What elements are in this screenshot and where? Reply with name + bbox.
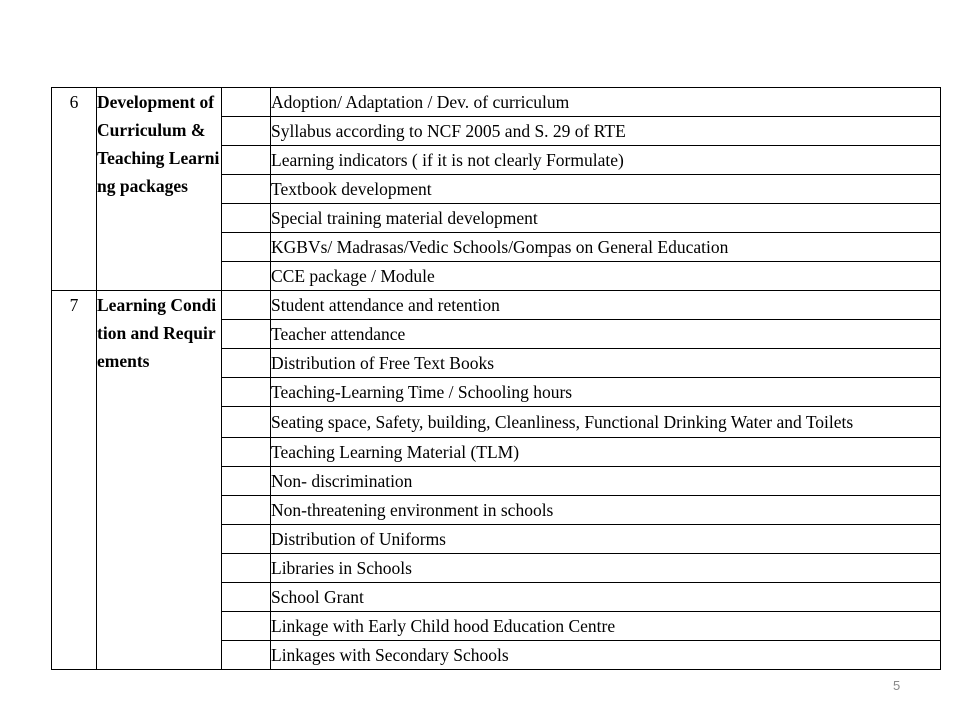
planning-table [51,87,941,670]
item-cell: CCE package / Module [271,262,941,291]
blank-cell [222,525,271,554]
item-cell: Linkage with Early Child hood Education Centre [271,612,941,641]
blank-cell [222,467,271,496]
item-cell: Adoption/ Adaptation / Dev. of curriculum [271,88,941,117]
item-cell: Seating space, Safety, building, Cleanliness, Functional Drinking Water and Toilets [271,407,941,438]
blank-cell [222,262,271,291]
item-cell: Distribution of Free Text Books [271,349,941,378]
blank-cell [222,438,271,467]
table-row [52,88,941,117]
section-area: Learning Condition and Requirements [97,291,222,670]
item-cell: Linkages with Secondary Schools [271,641,941,670]
item-cell: Student attendance and retention [271,291,941,320]
item-cell: Teaching-Learning Time / Schooling hours [271,378,941,407]
item-cell: Non- discrimination [271,467,941,496]
blank-cell [222,146,271,175]
table-row [52,291,941,320]
blank-cell [222,349,271,378]
blank-cell [222,117,271,146]
item-cell: Teacher attendance [271,320,941,349]
blank-cell [222,233,271,262]
item-cell: Textbook development [271,175,941,204]
item-cell: Distribution of Uniforms [271,525,941,554]
item-cell: Syllabus according to NCF 2005 and S. 29 of RTE [271,117,941,146]
item-cell: Libraries in Schools [271,554,941,583]
blank-cell [222,88,271,117]
blank-cell [222,612,271,641]
page-number: 5 [893,678,901,693]
blank-cell [222,554,271,583]
section-number: 7 [52,291,97,670]
section-area: Development of Curriculum & Teaching Learning packages [97,88,222,291]
blank-cell [222,204,271,233]
item-cell: Special training material development [271,204,941,233]
blank-cell [222,407,271,438]
item-cell: KGBVs/ Madrasas/Vedic Schools/Gompas on General Education [271,233,941,262]
blank-cell [222,641,271,670]
blank-cell [222,378,271,407]
blank-cell [222,320,271,349]
item-cell: Teaching Learning Material (TLM) [271,438,941,467]
item-cell: School Grant [271,583,941,612]
section-number: 6 [52,88,97,291]
item-cell: Learning indicators ( if it is not clearly Formulate) [271,146,941,175]
blank-cell [222,496,271,525]
blank-cell [222,175,271,204]
blank-cell [222,583,271,612]
blank-cell [222,291,271,320]
item-cell: Non-threatening environment in schools [271,496,941,525]
